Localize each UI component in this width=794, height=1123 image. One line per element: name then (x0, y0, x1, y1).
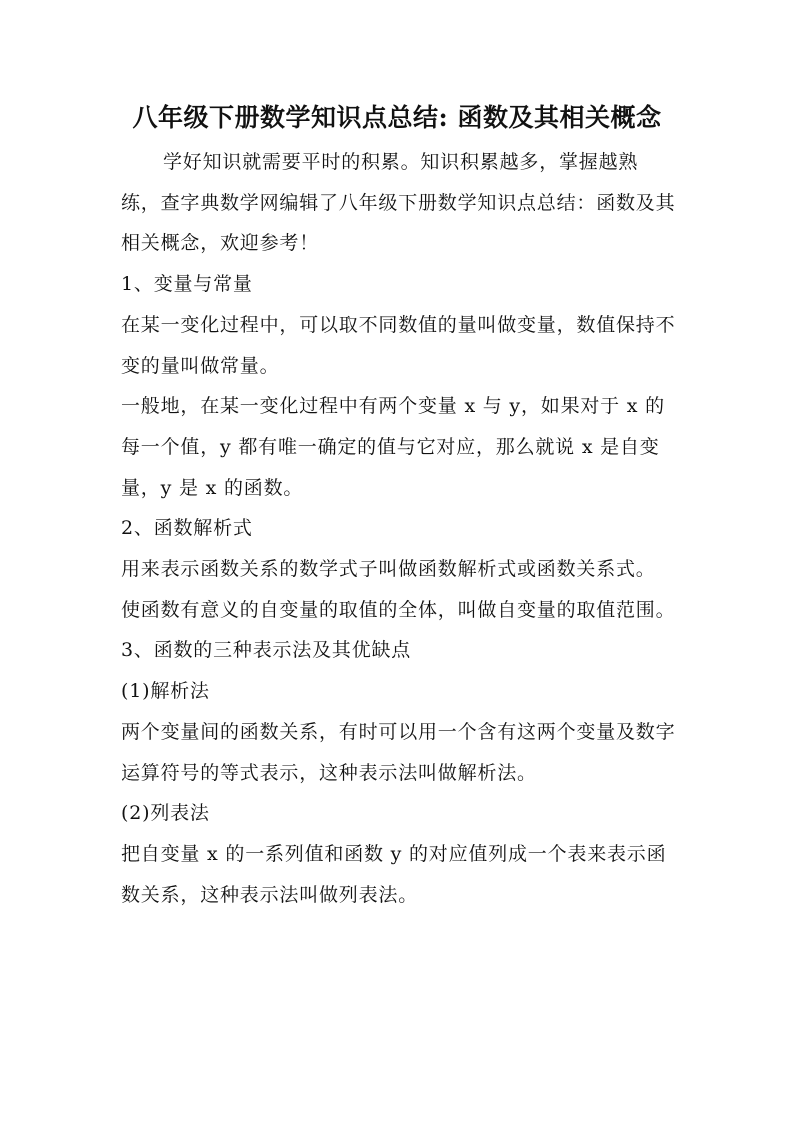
section-2-paragraph-1: 用来表示函数关系的数学式子叫做函数解析式或函数关系式。 (121, 558, 656, 581)
section-3-sub-2-heading: (2)列表法 (121, 802, 210, 825)
document-body (121, 142, 676, 915)
section-1-paragraph-1: 在某一变化过程中，可以取不同数值的量叫做变量，数值保持不变的量叫做常量。 (121, 313, 676, 377)
intro-paragraph: 学好知识就需要平时的积累。知识积累越多，掌握越熟练，查字典数学网编辑了八年级下册数学知识点总结：函数及其相关概念，欢迎参考！ (121, 151, 676, 255)
section-3-sub-1-paragraph: 两个变量间的函数关系，有时可以用一个含有这两个变量及数字运算符号的等式表示，这种表示法叫做解析法。 (121, 720, 676, 784)
section-1-paragraph-2: 一般地，在某一变化过程中有两个变量 x 与 y，如果对于 x 的每一个值，y 都有唯一确定的值与它对应，那么就说 x 是自变量，y 是 x 的函数。 (121, 395, 665, 499)
section-3-sub-1-heading: (1)解析法 (121, 680, 210, 703)
section-1-heading: 1、变量与常量 (121, 273, 253, 296)
section-3-sub-2-paragraph: 把自变量 x 的一系列值和函数 y 的对应值列成一个表来表示函数关系，这种表示法叫做列表法。 (121, 842, 667, 906)
section-3-heading: 3、函数的三种表示法及其优缺点 (121, 639, 412, 662)
page-title: 八年级下册数学知识点总结: 函数及其相关概念 (132, 103, 662, 132)
section-2-paragraph-2: 使函数有意义的自变量的取值的全体，叫做自变量的取值范围。 (121, 598, 676, 621)
section-2-heading: 2、函数解析式 (121, 517, 253, 540)
